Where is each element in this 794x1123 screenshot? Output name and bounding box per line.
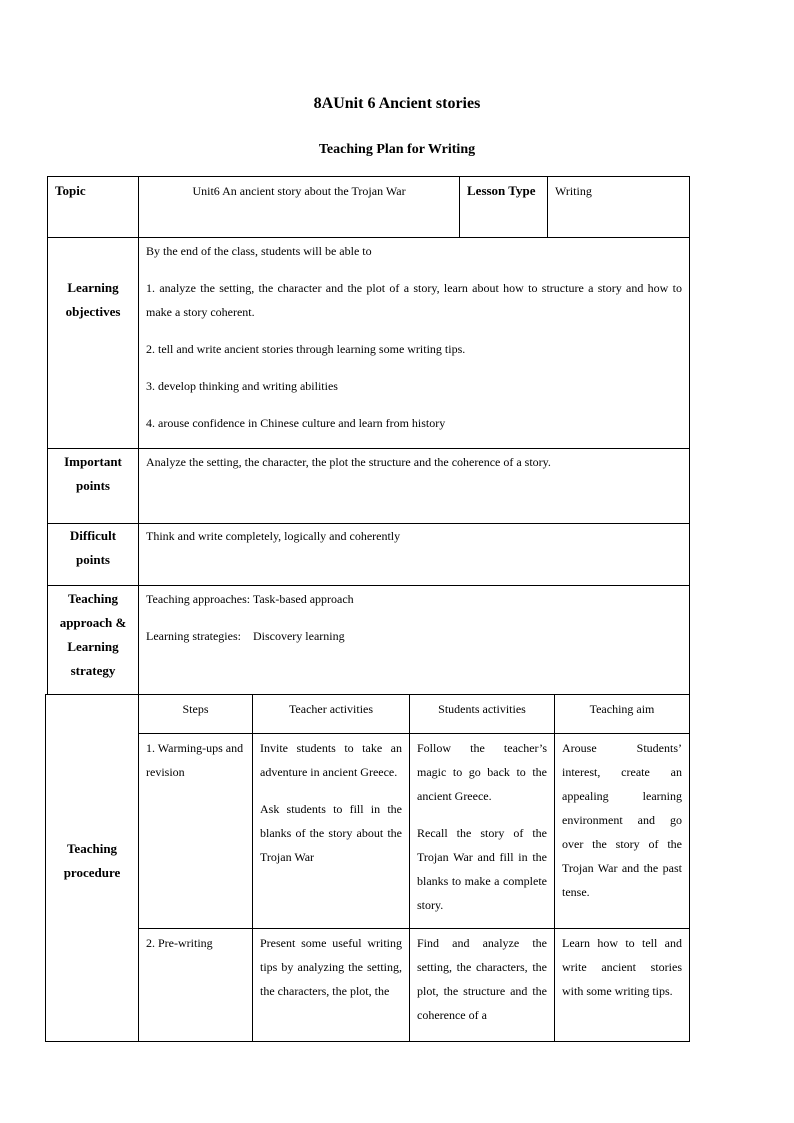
objective-item: 3. develop thinking and writing abilities — [146, 379, 338, 393]
important-content-cell — [138, 448, 690, 524]
difficult-label-cell — [47, 523, 139, 586]
header-teacher-text: Teacher activities — [288, 702, 374, 716]
document-title: 8AUnit 6 Ancient stories — [313, 95, 481, 112]
topic-value: Unit6 An ancient story about the Trojan War — [192, 184, 406, 198]
difficult-content-cell — [138, 523, 690, 586]
objectives-label: Learning objectives — [65, 280, 121, 319]
header-aim-text: Teaching aim — [589, 702, 655, 716]
header-students-text: Students activities — [438, 702, 526, 716]
row2-teacher-text: Present some useful writing tips by analyzing the setting, the characters, the plot, the — [260, 936, 402, 998]
procedure-label-cell — [45, 694, 139, 1042]
header-steps — [138, 694, 253, 734]
difficult-label: Difficult points — [69, 528, 117, 567]
header-steps-text: Steps — [182, 702, 209, 716]
row1-step — [138, 733, 253, 929]
strategy-line: Learning strategies: Discovery learning — [146, 629, 345, 643]
row1-teacher-text: Ask students to fill in the blanks of the story about the Trojan War — [260, 802, 402, 864]
row1-teacher — [252, 733, 410, 929]
objectives-content-cell — [138, 237, 690, 449]
lesson-type-label: Lesson Type — [467, 183, 536, 198]
row1-students-text: Follow the teacher’s magic to go back to the ancient Greece. — [417, 741, 547, 803]
difficult-value: Think and write completely, logically and coherently — [146, 529, 401, 543]
row1-students-text: Recall the story of the Trojan War and fill in the blanks to make a complete story. — [417, 826, 547, 912]
row2-step-text: 2. Pre-writing — [146, 936, 213, 950]
lesson-type-value: Writing — [555, 184, 592, 198]
row1-students — [409, 733, 555, 929]
row1-step-text: 1. Warming-ups and revision — [146, 741, 244, 779]
row1-aim — [554, 733, 690, 929]
important-label-cell — [47, 448, 139, 524]
header-teacher — [252, 694, 410, 734]
row2-teacher — [252, 928, 410, 1042]
approach-content-cell — [138, 585, 690, 695]
row2-students-text: Find and analyze the setting, the characters, the plot, the structure and the coherence of a — [417, 936, 547, 1022]
procedure-label: Teaching procedure — [63, 841, 121, 880]
row1-aim-text: Arouse Students’ interest, create an appealing learning environment and go over the story of the Trojan War and the past tense. — [562, 741, 682, 899]
approach-label: Teaching approach & Learning strategy — [59, 591, 127, 678]
objectives-label-cell — [47, 237, 139, 449]
lesson-type-label-cell — [459, 176, 548, 238]
topic-label: Topic — [55, 183, 86, 198]
header-students — [409, 694, 555, 734]
header-aim — [554, 694, 690, 734]
objective-item: 4. arouse confidence in Chinese culture and learn from history — [146, 416, 446, 430]
topic-label-cell — [47, 176, 139, 238]
row2-students — [409, 928, 555, 1042]
row2-step — [138, 928, 253, 1042]
important-label: Important points — [64, 454, 122, 493]
row2-aim-text: Learn how to tell and write ancient stories with some writing tips. — [562, 936, 682, 998]
row1-teacher-text: Invite students to take an adventure in ancient Greece. — [260, 741, 402, 779]
lesson-type-value-cell — [547, 176, 690, 238]
approach-line: Teaching approaches: Task-based approach — [146, 592, 354, 606]
topic-value-cell — [138, 176, 460, 238]
row2-aim — [554, 928, 690, 1042]
objective-item: 1. analyze the setting, the character and the plot of a story, learn about how to structure a story and how to make a story coherent. — [146, 281, 682, 319]
objectives-intro: By the end of the class, students will be able to — [146, 244, 372, 258]
document-subtitle: Teaching Plan for Writing — [318, 142, 476, 157]
approach-label-cell — [47, 585, 139, 695]
objective-item: 2. tell and write ancient stories through learning some writing tips. — [146, 342, 466, 356]
important-value: Analyze the setting, the character, the plot the structure and the coherence of a story. — [146, 455, 551, 469]
